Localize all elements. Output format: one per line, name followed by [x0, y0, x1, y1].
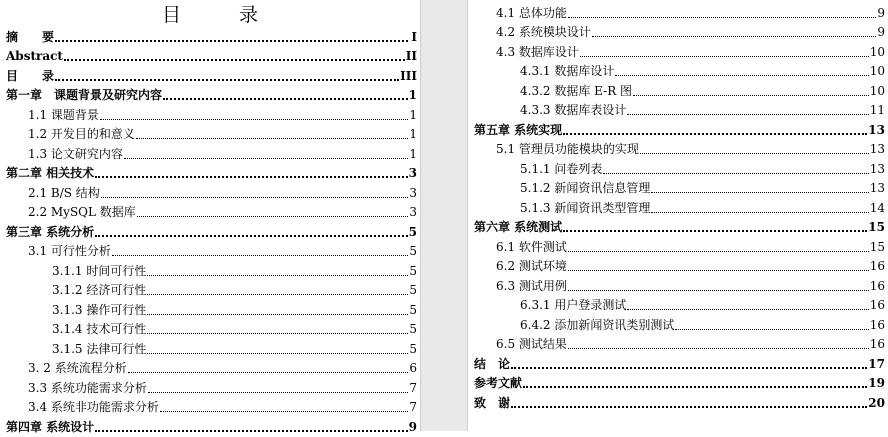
toc-entry[interactable]: [0, 339, 420, 359]
toc-entry-label: 第一章 课题背景及研究内容: [6, 88, 163, 102]
toc-entry-page: II: [405, 49, 417, 63]
toc-entry-label: 3.1.5 法律可行性: [52, 341, 147, 356]
toc-entry-label: 2.2 MySQL 数据库: [28, 205, 136, 219]
dot-leader: [160, 411, 408, 412]
toc-entry-page: I: [411, 29, 417, 44]
toc-entry-label: 6.3 测试用例: [496, 278, 567, 293]
toc-entry-label: 第三章 系统分析: [6, 224, 95, 239]
toc-entry-page: 13: [869, 142, 885, 156]
toc-entry[interactable]: [0, 261, 420, 281]
toc-entry-label: 2.1 B/S 结构: [28, 185, 100, 200]
toc-entry[interactable]: [468, 62, 888, 82]
dot-leader: [675, 329, 868, 330]
page-title: 目 录: [161, 4, 285, 26]
toc-entry-label: 6.1 软件测试: [496, 239, 567, 254]
toc-entry-label: 第四章 系统设计: [6, 419, 95, 434]
toc-entry[interactable]: [468, 335, 888, 355]
toc-entry[interactable]: [468, 354, 888, 374]
toc-list-left: [0, 27, 420, 437]
toc-entry[interactable]: [468, 42, 888, 62]
toc-entry-page: 5: [409, 283, 417, 297]
dot-leader: [101, 197, 408, 198]
toc-entry[interactable]: [0, 359, 420, 379]
dot-leader: [568, 270, 869, 271]
dot-leader: [147, 294, 408, 295]
toc-entry[interactable]: [0, 27, 420, 47]
toc-entry-page: 20: [868, 395, 885, 410]
toc-entry[interactable]: [0, 47, 420, 67]
toc-entry-page: 16: [869, 259, 885, 273]
toc-entry-label: 摘 要: [6, 29, 55, 44]
toc-entry-page: 9: [877, 25, 885, 39]
toc-entry[interactable]: [0, 66, 420, 86]
toc-entry-label: 3.1.2 经济可行性: [52, 283, 147, 297]
toc-entry[interactable]: [468, 374, 888, 394]
dot-leader: [148, 392, 408, 393]
toc-entry-label: 3.3 系统功能需求分析: [28, 380, 147, 395]
toc-entry-label: 4.3 数据库设计: [496, 44, 579, 59]
toc-entry[interactable]: [0, 105, 420, 125]
toc-entry-label: 3. 2 系统流程分析: [28, 361, 127, 375]
toc-entry-label: 5.1.1 问卷列表: [520, 161, 603, 176]
toc-entry-label: 1.2 开发目的和意义: [28, 127, 135, 141]
dot-leader: [603, 173, 868, 174]
toc-entry-page: 3: [409, 185, 417, 200]
toc-entry[interactable]: [0, 183, 420, 203]
toc-entry-label: 3.1.1 时间可行性: [52, 263, 147, 278]
toc-entry[interactable]: [468, 179, 888, 199]
dot-leader: [568, 290, 869, 291]
dot-leader: [651, 212, 868, 213]
toc-entry-page: 9: [408, 419, 417, 434]
dot-leader: [147, 333, 408, 334]
toc-entry-label: 第六章 系统测试: [474, 220, 563, 234]
toc-entry[interactable]: [0, 281, 420, 301]
dot-leader: [627, 114, 868, 115]
toc-entry[interactable]: [0, 125, 420, 145]
dot-leader: [64, 59, 405, 61]
toc-entry-page: 10: [869, 44, 885, 59]
toc-entry[interactable]: [0, 86, 420, 106]
toc-entry-label: 第五章 系统实现: [474, 122, 563, 137]
toc-entry[interactable]: [468, 120, 888, 140]
toc-page-right: [468, 0, 888, 431]
dot-leader: [128, 372, 408, 373]
toc-entry-label: 5.1 管理员功能模块的实现: [496, 142, 639, 156]
toc-entry-page: 1: [409, 146, 417, 161]
dot-leader: [568, 348, 869, 349]
toc-entry[interactable]: [0, 417, 420, 437]
dot-leader: [136, 138, 408, 139]
toc-entry-page: 1: [409, 107, 417, 122]
toc-entry[interactable]: [468, 276, 888, 296]
dot-leader: [147, 275, 408, 276]
toc-entry-page: 17: [868, 356, 885, 371]
toc-entry-label: 4.3.3 数据库表设计: [520, 103, 627, 117]
toc-entry-page: 5: [409, 322, 417, 336]
dot-leader: [633, 95, 869, 96]
toc-entry[interactable]: [0, 144, 420, 164]
dot-leader: [568, 17, 876, 18]
toc-entry-label: 3.4 系统非功能需求分析: [28, 400, 159, 414]
toc-entry-page: 3: [408, 166, 417, 180]
dot-leader: [163, 98, 408, 100]
toc-entry[interactable]: [468, 198, 888, 218]
toc-entry-label: 4.3.1 数据库设计: [520, 64, 615, 78]
dot-leader: [615, 75, 868, 76]
toc-entry[interactable]: [0, 203, 420, 223]
dot-leader: [651, 192, 868, 193]
toc-entry[interactable]: [468, 23, 888, 43]
toc-entry-label: 6.5 测试结果: [496, 337, 567, 351]
toc-entry-label: 致 谢: [474, 395, 511, 410]
toc-entry[interactable]: [0, 320, 420, 340]
toc-entry-label: 3.1.4 技术可行性: [52, 322, 147, 336]
dot-leader: [511, 367, 867, 369]
dot-leader: [563, 133, 867, 135]
dot-leader: [563, 230, 867, 232]
toc-entry-label: 6.3.1 用户登录测试: [520, 298, 627, 312]
toc-entry-page: 1: [409, 127, 417, 141]
dot-leader: [100, 119, 408, 120]
toc-entry-page: 5: [409, 341, 417, 356]
dot-leader: [137, 216, 408, 217]
toc-entry-page: 5: [409, 244, 417, 258]
toc-entry-page: 16: [869, 317, 885, 332]
dot-leader: [580, 56, 869, 57]
toc-entry[interactable]: [468, 81, 888, 101]
dot-leader: [55, 40, 408, 42]
toc-entry-page: 15: [869, 239, 885, 254]
toc-entry-label: 3.1.3 操作可行性: [52, 302, 147, 317]
toc-entry-page: 5: [409, 302, 417, 317]
toc-entry-page: 19: [868, 376, 885, 390]
toc-entry-page: 16: [869, 337, 885, 351]
toc-entry-page: 13: [869, 181, 885, 195]
toc-entry-page: 1: [408, 88, 417, 102]
toc-entry[interactable]: [468, 140, 888, 160]
toc-entry-page: 10: [869, 83, 885, 98]
dot-leader: [147, 314, 408, 315]
toc-entry[interactable]: [0, 222, 420, 242]
toc-entry-page: 6: [409, 361, 417, 375]
dot-leader: [95, 176, 407, 178]
toc-page-left: [0, 0, 420, 434]
toc-entry[interactable]: [0, 242, 420, 262]
toc-entry-page: 14: [869, 200, 885, 215]
toc-entry[interactable]: [468, 101, 888, 121]
dot-leader: [124, 158, 408, 159]
toc-entry-page: 11: [869, 103, 885, 117]
toc-entry-page: 9: [877, 5, 885, 20]
toc-entry-page: 5: [409, 263, 417, 278]
toc-entry-label: 1.3 论文研究内容: [28, 146, 123, 161]
toc-entry-label: 5.1.3 新闻资讯类型管理: [520, 200, 651, 215]
toc-entry-page: 13: [869, 161, 885, 176]
toc-entry-label: 4.3.2 数据库 E-R 图: [520, 83, 633, 98]
toc-list-right: [468, 3, 888, 413]
toc-entry-page: 7: [409, 380, 417, 395]
toc-entry-page: 13: [868, 122, 885, 137]
page-gutter: [420, 0, 468, 431]
toc-entry-label: 4.1 总体功能: [496, 5, 567, 20]
dot-leader: [112, 255, 408, 256]
toc-entry-label: 4.2 系统模块设计: [496, 25, 591, 39]
dot-leader: [523, 386, 867, 388]
toc-entry-label: 目 录: [6, 68, 55, 83]
toc-entry-label: 5.1.2 新闻资讯信息管理: [520, 181, 651, 195]
dot-leader: [147, 353, 408, 354]
toc-entry[interactable]: [468, 257, 888, 277]
toc-entry[interactable]: [0, 300, 420, 320]
toc-entry[interactable]: [468, 296, 888, 316]
toc-entry-page: 16: [869, 298, 885, 312]
toc-entry-label: 3.1 可行性分析: [28, 244, 111, 258]
toc-entry-page: 5: [408, 224, 417, 239]
dot-leader: [627, 309, 868, 310]
toc-entry-page: 16: [869, 278, 885, 293]
toc-entry-label: Abstract: [6, 49, 63, 63]
toc-entry[interactable]: [0, 378, 420, 398]
toc-entry-page: 3: [409, 205, 417, 219]
dot-leader: [511, 406, 867, 408]
toc-entry-label: 6.4.2 添加新闻资讯类别测试: [520, 317, 675, 332]
toc-entry[interactable]: [468, 315, 888, 335]
dot-leader: [592, 36, 876, 37]
dot-leader: [640, 153, 869, 154]
toc-entry[interactable]: [468, 393, 888, 413]
toc-entry-page: III: [400, 68, 417, 83]
toc-entry-label: 参考文献: [474, 376, 523, 390]
toc-entry-page: 10: [869, 64, 885, 78]
toc-entry[interactable]: [468, 159, 888, 179]
dot-leader: [55, 79, 399, 81]
toc-entry[interactable]: [0, 398, 420, 418]
toc-entry[interactable]: [468, 218, 888, 238]
toc-entry[interactable]: [468, 3, 888, 23]
toc-entry-label: 1.1 课题背景: [28, 107, 99, 122]
toc-entry-label: 6.2 测试环境: [496, 259, 567, 273]
toc-entry[interactable]: [0, 164, 420, 184]
toc-entry-label: 结 论: [474, 356, 511, 371]
toc-entry-label: 第二章 相关技术: [6, 166, 95, 180]
dot-leader: [95, 235, 407, 237]
toc-entry[interactable]: [468, 237, 888, 257]
dot-leader: [568, 251, 869, 252]
toc-entry-page: 7: [409, 400, 417, 414]
toc-entry-page: 15: [868, 220, 885, 234]
